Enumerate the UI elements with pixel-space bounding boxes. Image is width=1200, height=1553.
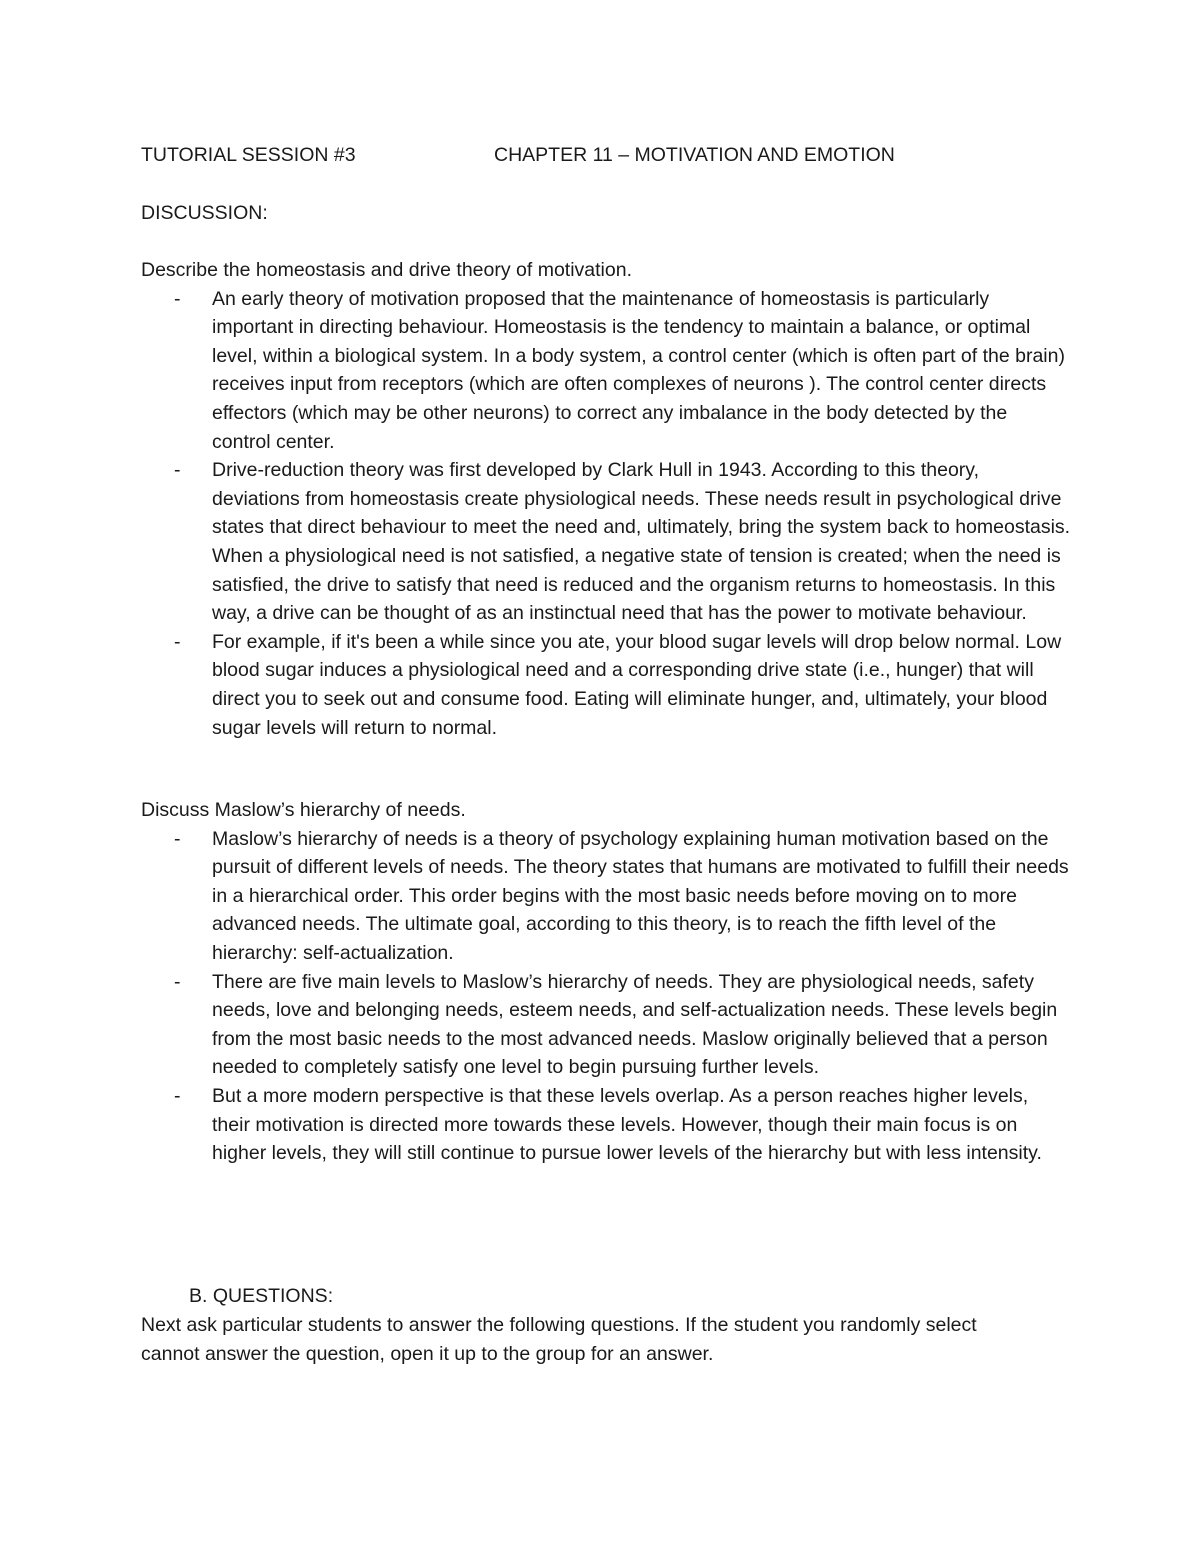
questions-instructions: Next ask particular students to answer the following questions. If the student you randomly select cannot answer the question, open it up to the group for an answer. (141, 1314, 977, 1365)
bullet-item (141, 456, 1071, 628)
bullet-item (141, 285, 1071, 457)
document-header (141, 141, 1101, 170)
bullet-item (141, 825, 1071, 968)
section-homeostasis (141, 256, 1071, 742)
bullet-marker: - (174, 827, 181, 850)
section-maslow (141, 796, 1071, 1168)
bullet-text: There are five main levels to Maslow’s hierarchy of needs. They are physiological needs, safety needs, love and belonging needs, esteem needs, and self-actualization needs. These levels begin from the most basic needs to the most advanced needs. Maslow originally believed that a person needed to completely satisfy one level to begin pursuing further levels. (212, 970, 1058, 1079)
chapter-title: CHAPTER 11 – MOTIVATION AND EMOTION (494, 144, 895, 166)
section-title: Discuss Maslow’s hierarchy of needs. (141, 799, 466, 821)
bullet-marker: - (174, 1084, 181, 1107)
bullet-text: Maslow’s hierarchy of needs is a theory of psychology explaining human motivation based on the pursuit of different levels of needs. The theory states that humans are motivated to fulfill their needs in a hierarchical order. This order begins with the most basic needs before moving on to more advanced needs. The ultimate goal, according to this theory, is to reach the fifth level of the hierarchy: self-actualization. (212, 827, 1069, 964)
bullet-item (141, 1082, 1071, 1168)
bullet-text: Drive-reduction theory was first developed by Clark Hull in 1943. According to this theory, deviations from homeostasis create physiological needs. These needs result in psychological drive states that direct behaviour to meet the need and, ultimately, bring the system back to homeostasis. When a physiological need is not satisfied, a negative state of tension is created; when the need is satisfied, the drive to satisfy that need is reduced and the organism returns to homeostasis. In this way, a drive can be thought of as an instinctual need that has the power to motivate behaviour. (212, 459, 1071, 625)
bullet-marker: - (174, 459, 181, 482)
bullet-marker: - (174, 970, 181, 993)
questions-heading: B. QUESTIONS: (189, 1285, 334, 1307)
bullet-item (141, 968, 1071, 1082)
bullet-list (141, 825, 1071, 1168)
bullet-item (141, 628, 1071, 742)
bullet-list (141, 285, 1071, 743)
bullet-text: An early theory of motivation proposed that the maintenance of homeostasis is particularly important in directing behaviour. Homeostasis is the tendency to maintain a balance, or optimal level, within a biological system. In a body system, a control center (which is often part of the brain) receives input from receptors (which are often complexes of neurons ). The control center directs effectors (which may be other neurons) to correct any imbalance in the body detected by the control center. (212, 287, 1065, 453)
section-title: Describe the homeostasis and drive theory of motivation. (141, 259, 632, 281)
bullet-marker: - (174, 630, 181, 653)
session-title: TUTORIAL SESSION #3 (141, 144, 356, 166)
bullet-text: For example, if it's been a while since you ate, your blood sugar levels will drop below normal. Low blood sugar induces a physiological need and a corresponding drive state (i.e., hunger) that will direct you to seek out and consume food. Eating will eliminate hunger, and, ultimately, your blood sugar levels will return to normal. (212, 630, 1062, 739)
bullet-marker: - (174, 287, 181, 310)
discussion-heading: DISCUSSION: (141, 202, 268, 224)
bullet-text: But a more modern perspective is that these levels overlap. As a person reaches higher levels, their motivation is directed more towards these levels. However, though their main focus is on higher levels, they will still continue to pursue lower levels of the hierarchy but with less intensity. (212, 1084, 1042, 1165)
